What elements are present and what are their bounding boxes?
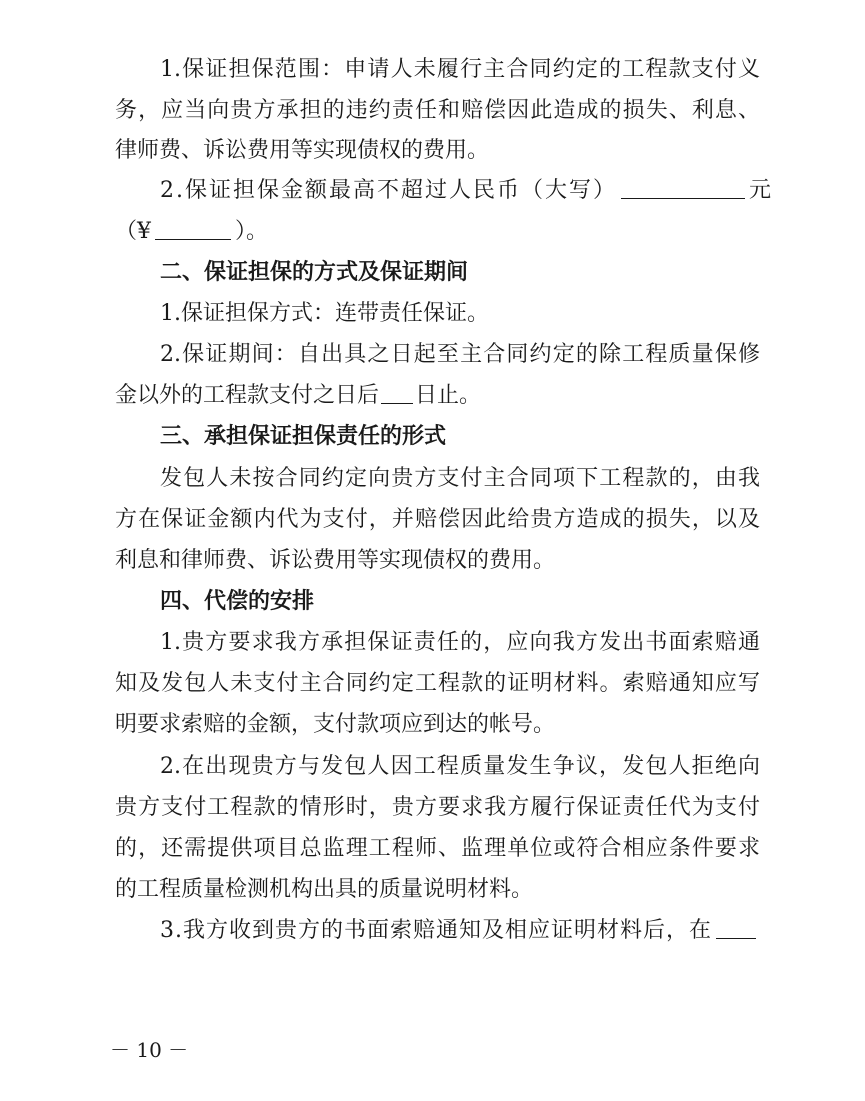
- text-line: 1.保证担保范围：申请人未履行主合同约定的工程款支付义: [160, 57, 760, 82]
- fill-blank-yuan: [155, 219, 231, 240]
- text-segment: 金以外的工程款支付之日后: [115, 383, 380, 408]
- text-line: 的，还需提供项目总监理工程师、监理单位或符合相应条件要求: [115, 836, 760, 861]
- text-line: 律师费、诉讼费用等实现债权的费用。: [115, 138, 490, 163]
- page-number: － 10 －: [110, 1038, 189, 1062]
- text-segment: 2.保证担保金额最高不超过人民币（大写）: [160, 178, 617, 203]
- fill-blank-amount: [621, 178, 745, 199]
- text-line: 知及发包人未支付主合同约定工程款的证明材料。索赔通知应写: [115, 671, 760, 696]
- section-heading: 二、保证担保的方式及保证期间: [160, 260, 469, 285]
- text-line: 贵方支付工程款的情形时，贵方要求我方履行保证责任代为支付: [115, 795, 760, 820]
- text-segment: ）。: [235, 219, 269, 244]
- text-line: 务，应当向贵方承担的违约责任和赔偿因此造成的损失、利息、: [115, 98, 760, 123]
- text-line: 方在保证金额内代为支付，并赔偿因此给贵方造成的损失，以及: [115, 507, 760, 532]
- text-line: 1.保证担保方式：连带责任保证。: [160, 301, 489, 326]
- text-line: 2.在出现贵方与发包人因工程质量发生争议，发包人拒绝向: [160, 754, 760, 779]
- fill-blank-period: [716, 918, 756, 939]
- text-line: 的工程质量检测机构出具的质量说明材料。: [115, 877, 534, 902]
- text-line: 1.贵方要求我方承担保证责任的，应向我方发出书面索赔通: [160, 630, 760, 655]
- section-heading: 三、承担保证担保责任的形式: [160, 424, 447, 449]
- text-segment: 日止。: [415, 383, 482, 408]
- fill-blank-days: [381, 383, 413, 404]
- text-line: [160, 916, 760, 946]
- text-line: 发包人未按合同约定向贵方支付主合同项下工程款的，由我: [160, 466, 760, 491]
- text-line: 利息和律师费、诉讼费用等实现债权的费用。: [115, 548, 556, 573]
- text-segment: 元: [749, 178, 774, 203]
- section-heading: 四、代偿的安排: [160, 589, 315, 614]
- text-segment: （¥: [115, 219, 151, 244]
- text-line: [160, 176, 774, 206]
- text-line: 2.保证期间：自出具之日起至主合同约定的除工程质量保修: [160, 342, 760, 367]
- text-line: 明要求索赔的金额，支付款项应到达的帐号。: [115, 712, 556, 737]
- text-line: [115, 217, 760, 247]
- text-line: [115, 381, 760, 411]
- text-segment: 3.我方收到贵方的书面索赔通知及相应证明材料后，在: [160, 918, 712, 943]
